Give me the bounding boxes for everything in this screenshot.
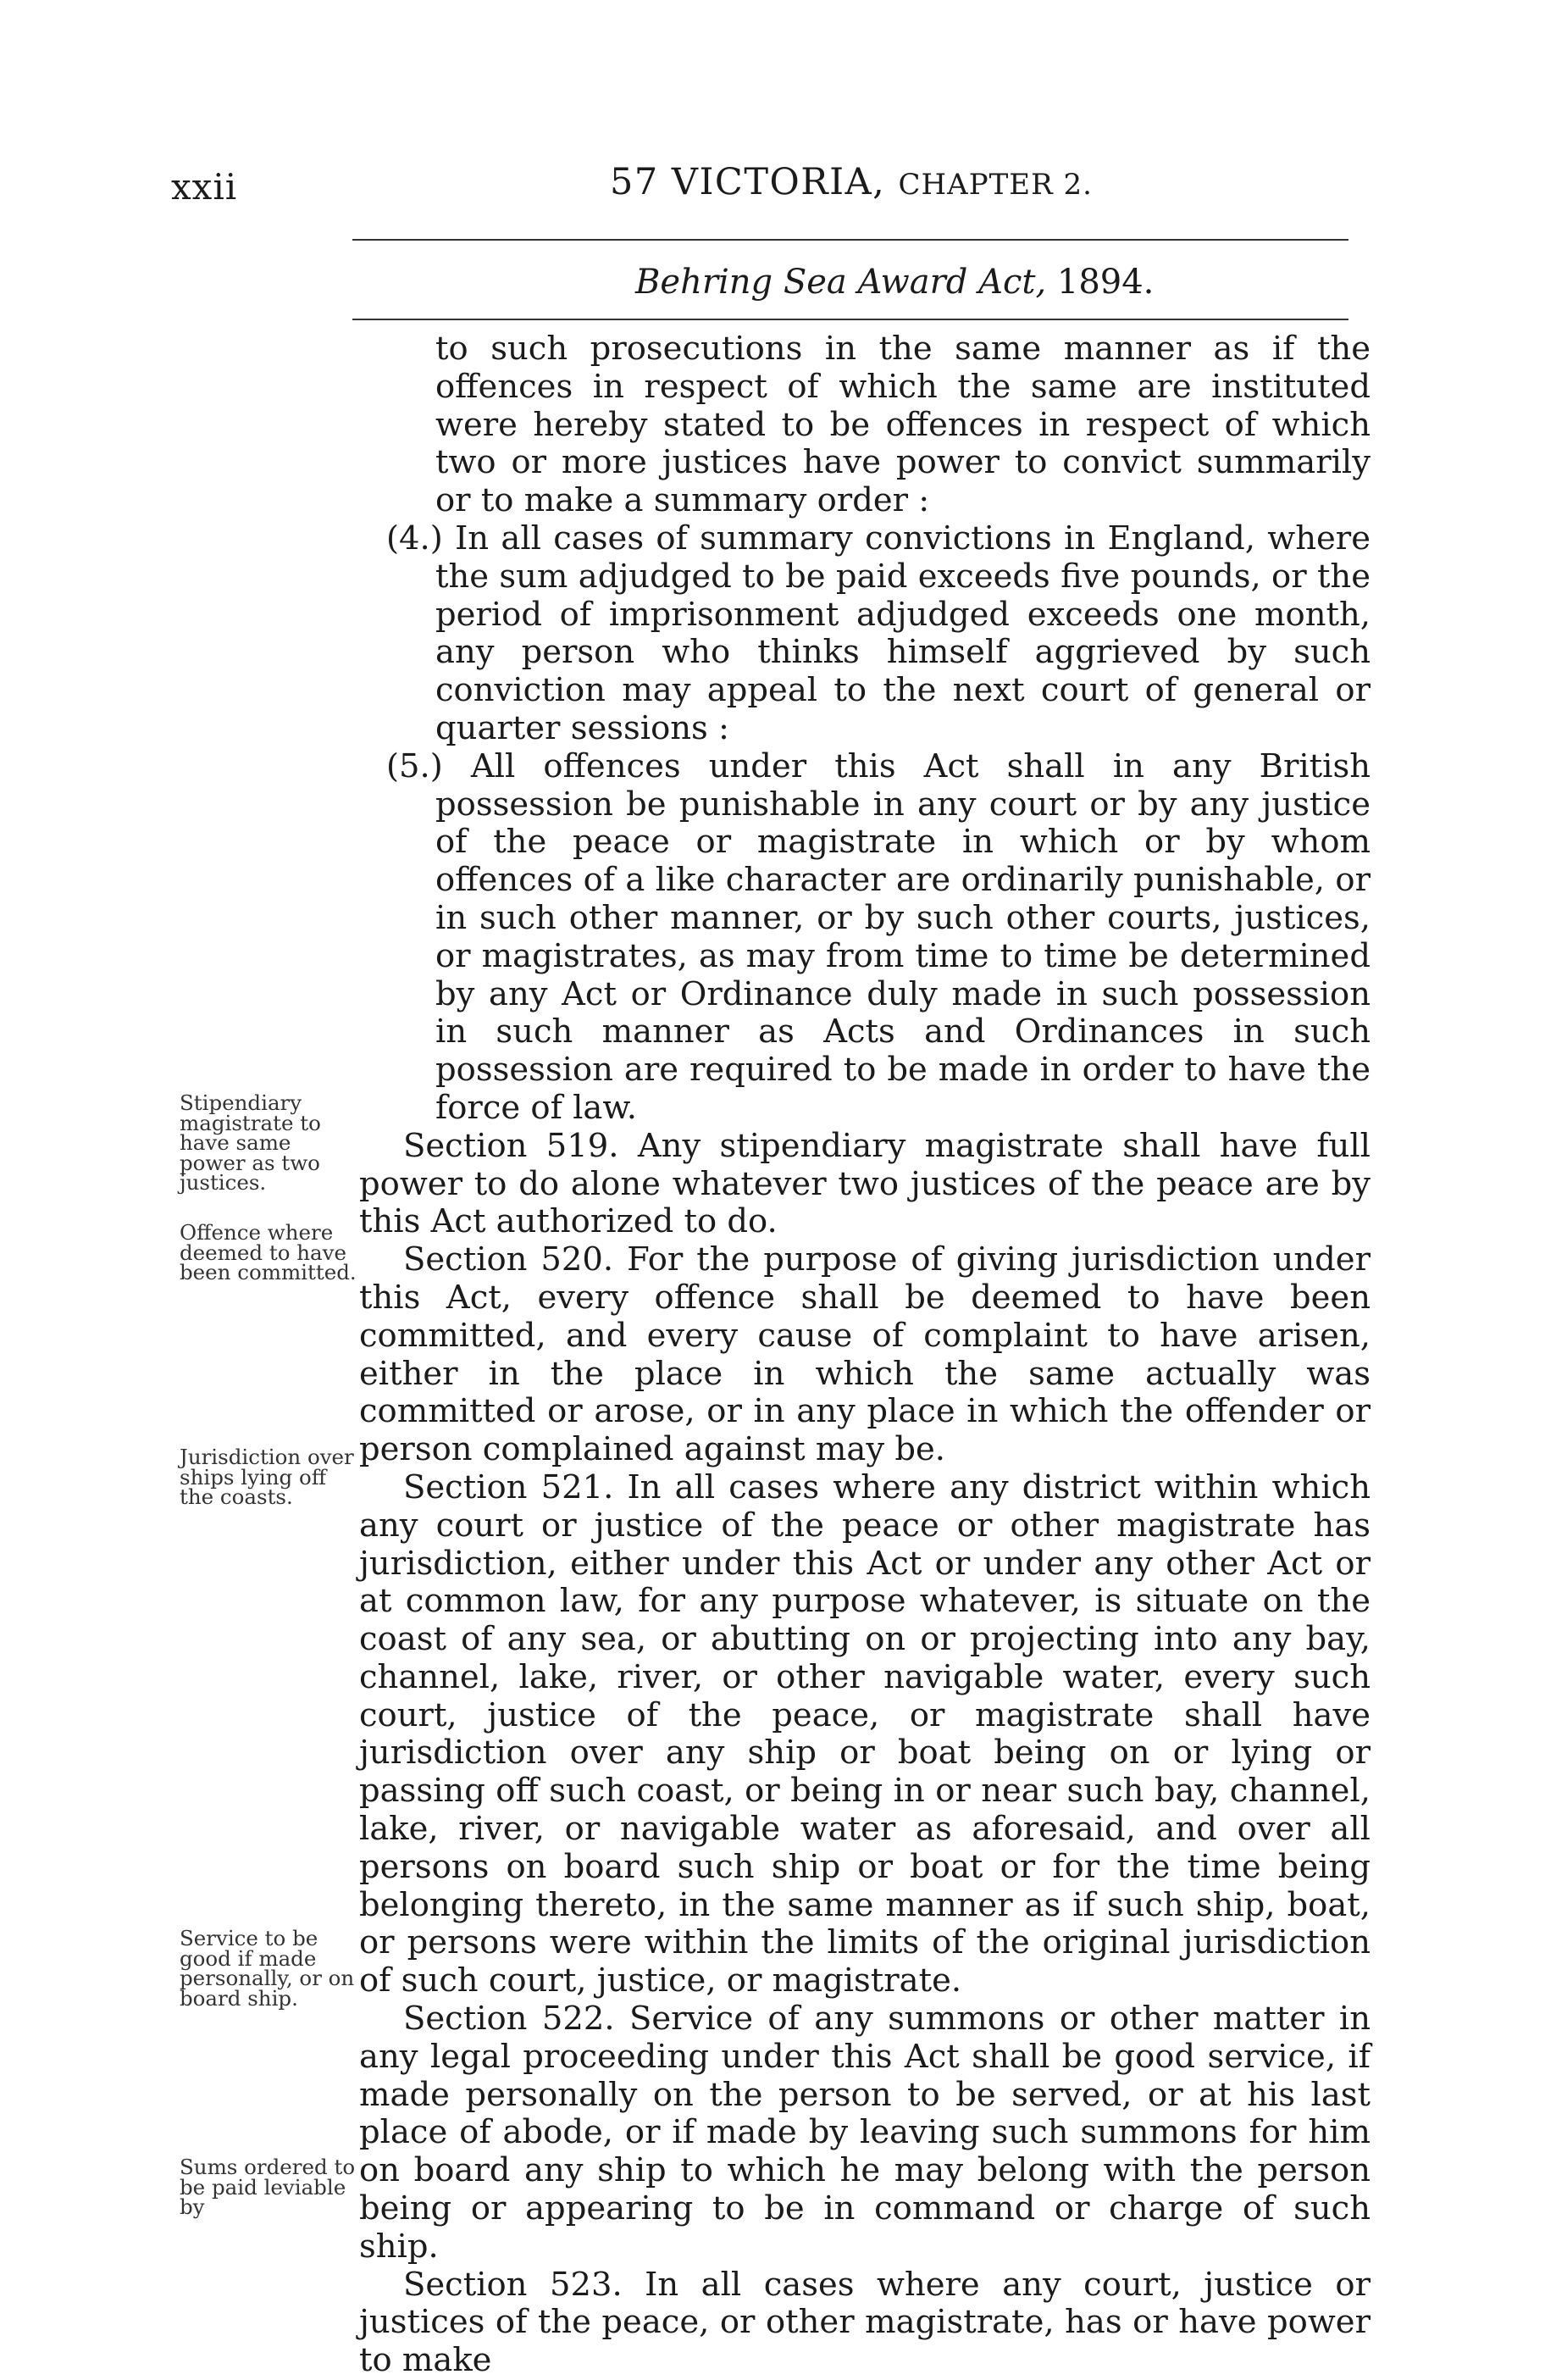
paragraph-section-519: Section 519. Any stipendiary magistrate shall have full power to do alone whatever two justices of the peace are by this Act authorized to do. [359, 1126, 1371, 1241]
margin-note-offence: Offence where deemed to have been committed. [180, 1220, 357, 1284]
page-number: xxii [171, 166, 238, 208]
margin-note-sums: Sums ordered to be paid leviable by [180, 2155, 356, 2219]
page-title [610, 161, 1093, 203]
act-title [635, 263, 1154, 302]
body-text [359, 330, 1371, 2380]
paragraph-section-520: Section 520. For the purpose of giving jurisdiction under this Act, every offence shall be deemed to have been committed, and every cause of complaint to have arisen, either in the place in which the same actually was committed or arose, or in any place in which the offender or person complained against may be. [359, 1240, 1371, 1469]
title-chapter: CHAPTER 2. [898, 168, 1093, 202]
header-rule-top [352, 239, 1348, 241]
title-main: 57 VICTORIA, [610, 161, 886, 203]
paragraph-subsection-4: (4.) In all cases of summary convictions in England, where the sum adjudged to be paid exceeds five pounds, or the period of imprisonment adjudged exceeds one month, any person who thinks himself aggrieved by such conviction may appeal to the next court of general or quarter sessions : [386, 519, 1371, 747]
margin-note-jurisdiction: Jurisdiction over ships lying off the coasts. [180, 1445, 354, 1509]
act-year: 1894. [1056, 263, 1155, 302]
margin-note-service: Service to be good if made personally, or on board ship. [180, 1926, 355, 2011]
header-rule-bottom [352, 319, 1348, 320]
paragraph-continuation: to such prosecutions in the same manner as if the offences in respect of which the same are instituted were hereby stated to be offences in respect of which two or more justices have power to convict summarily or to make a summary order : [435, 330, 1371, 520]
paragraph-subsection-5: (5.) All offences under this Act shall in any British possession be punishable in any court or by any justice of the peace or magistrate in which or by whom offences of a like character are ordinarily punishable, or in such other manner, or by such other courts, justices, or magistrates, as may from time to time be determined by any Act or Ordinance duly made in such possession in such manner as Acts and Ordinances in such possession are required to be made in order to have the force of law. [386, 746, 1371, 1127]
paragraph-section-523: Section 523. In all cases where any court, justice or justices of the peace, or other magistrate, has or have power to make [359, 2265, 1371, 2380]
paragraph-section-521: Section 521. In all cases where any district within which any court or justice of the peace or other magistrate has jurisdiction, either under this Act or under any other Act or at common law, for any purpose whatever, is situate on the coast of any sea, or abutting on or projecting into any bay, channel, lake, river, or other navigable water, every such court, justice of the peace, or magistrate shall have jurisdiction over any ship or boat being on or lying or passing off such coast, or being in or near such bay, channel, lake, river, or navigable water as aforesaid, and over all persons on board such ship or boat or for the time being belonging thereto, in the same manner as if such ship, boat, or persons were within the limits of the original jurisdiction of such court, justice, or magistrate. [359, 1467, 1371, 2000]
act-title-text: Behring Sea Award Act, [635, 263, 1047, 302]
margin-note-stipendiary: Stipendiary magistrate to have same power as two justices. [180, 1090, 321, 1195]
paragraph-section-522: Section 522. Service of any summons or other matter in any legal proceeding under this Act shall be good service, if made personally on the person to be served, or at his last place of abode, or if made by leaving such summons for him on board any ship to which he may belong with the person being or appearing to be in command or charge of such ship. [359, 2000, 1371, 2266]
